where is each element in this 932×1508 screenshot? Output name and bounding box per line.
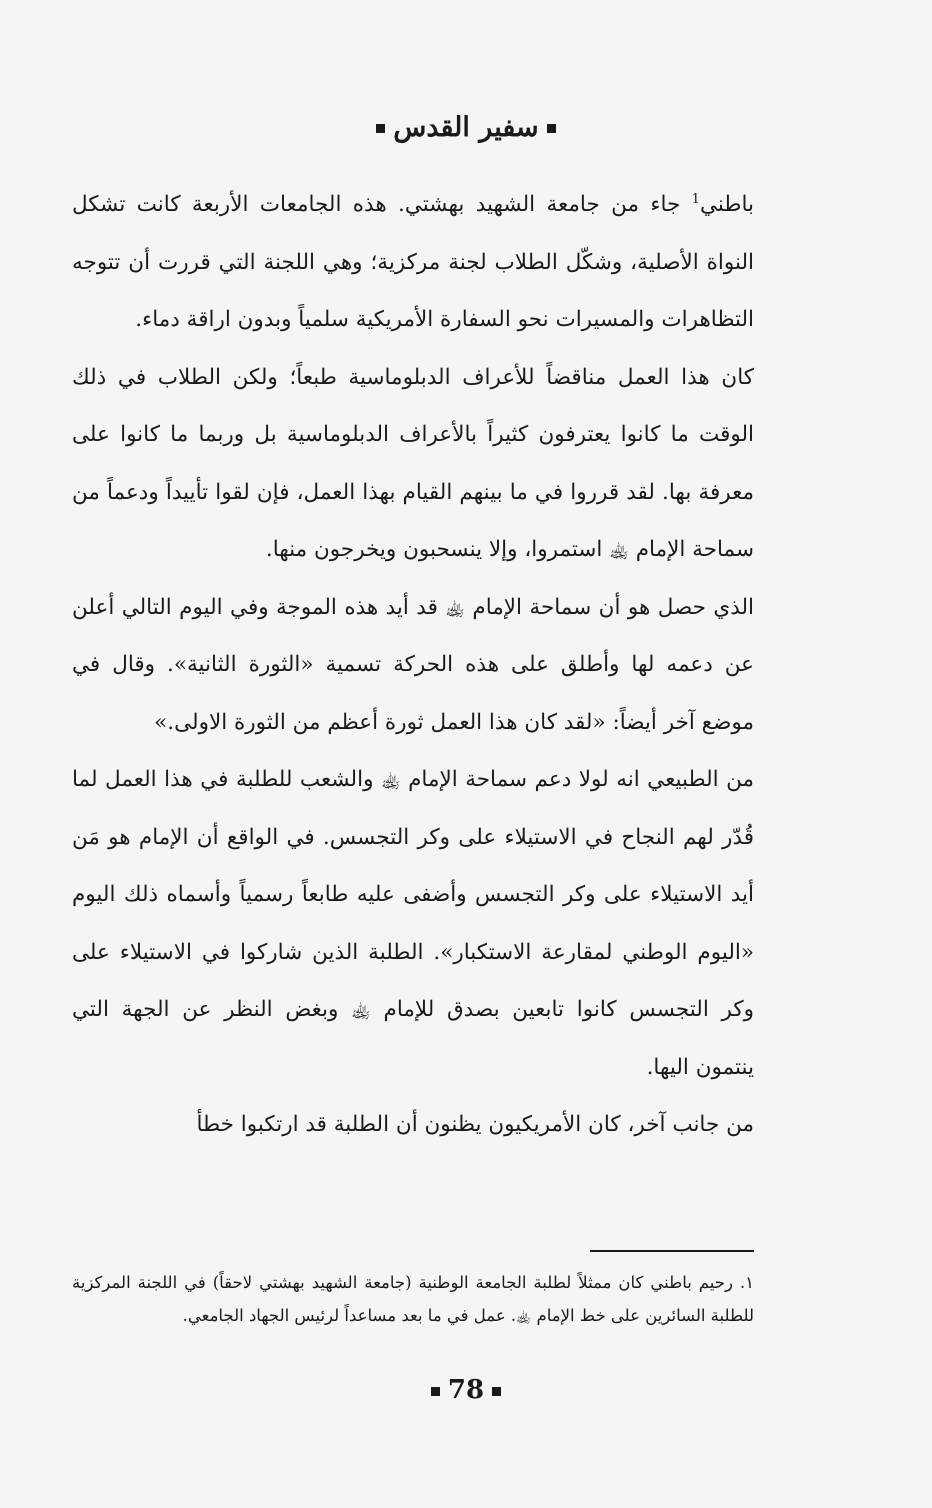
paragraph: من الطبيعي انه لولا دعم سماحة الإمام ﵀ والشعب للطلبة في هذا العمل لما قُدّر لهم النجاح في الاستيلاء على وكر التجسس. في الواقع أن الإمام هو مَن أيد الاستيلاء على وكر التجسس وأضفى عليه طابعاً رسمياً وأسماه ذلك اليوم «اليوم الوطني لمقارعة الاستكبار». الطلبة الذين شاركوا في الاستيلاء على وكر التجسس كانوا تابعين بصدق للإمام ﵀ وبغض النظر عن الجهة التي ينتمون اليها. xyxy=(72,767,754,1080)
body-text xyxy=(72,176,754,1154)
book-title: سفير القدس xyxy=(393,112,539,143)
page-number-block xyxy=(0,1370,932,1410)
running-header xyxy=(0,108,932,148)
footnote xyxy=(72,1266,754,1332)
square-ornament-icon xyxy=(376,124,385,133)
footnote-text: ١. رحيم باطني كان ممثلاً لطلبة الجامعة الوطنية (جامعة الشهيد بهشتي لاحقاً) في اللجنة المركزية للطلبة السائرين على خط الإمام ﵀. عمل في ما بعد مساعداً لرئيس الجهاد الجامعي. xyxy=(72,1273,754,1325)
paragraph: الذي حصل هو أن سماحة الإمام ﵀ قد أيد هذه الموجة وفي اليوم التالي أعلن عن دعمه لها وأطلق على هذه الحركة تسمية «الثورة الثانية». وقال في موضع آخر أيضاً: «لقد كان هذا العمل ثورة أعظم من الثورة الاولى.» xyxy=(72,594,754,735)
paragraph: كان هذا العمل مناقضاً للأعراف الدبلوماسية طبعاً؛ ولكن الطلاب في ذلك الوقت ما كانوا يعترفون كثيراً بالأعراف الدبلوماسية بل وربما ما كانوا على معرفة بها. لقد قرروا في ما بينهم القيام بهذا العمل، فإن لقوا تأييداً ودعماً من سماحة الإمام ﵀ استمروا، وإلا ينسحبون ويخرجون منها. xyxy=(72,364,754,562)
square-ornament-icon xyxy=(492,1387,501,1396)
square-ornament-icon xyxy=(547,124,556,133)
paragraph-text: جاء من جامعة الشهيد بهشتي. هذه الجامعات الأربعة كانت تشكل النواة الأصلية، وشكّل الطلاب لجنة مركزية؛ وهي اللجنة التي قررت أن تتوجه التظاهرات والمسيرات نحو السفارة الأمريكية سلمياً وبدون اراقة دماء. xyxy=(72,192,754,332)
paragraph: من جانب آخر، كان الأمريكيون يظنون أن الطلبة قد ارتكبوا خطأ xyxy=(196,1112,754,1137)
paragraph-lead-word: باطني xyxy=(699,192,754,217)
footnote-marker[interactable]: 1 xyxy=(691,191,700,207)
square-ornament-icon xyxy=(431,1387,440,1396)
footnote-divider xyxy=(590,1250,754,1252)
page-number: 78 xyxy=(447,1375,485,1405)
paragraph xyxy=(72,176,754,349)
